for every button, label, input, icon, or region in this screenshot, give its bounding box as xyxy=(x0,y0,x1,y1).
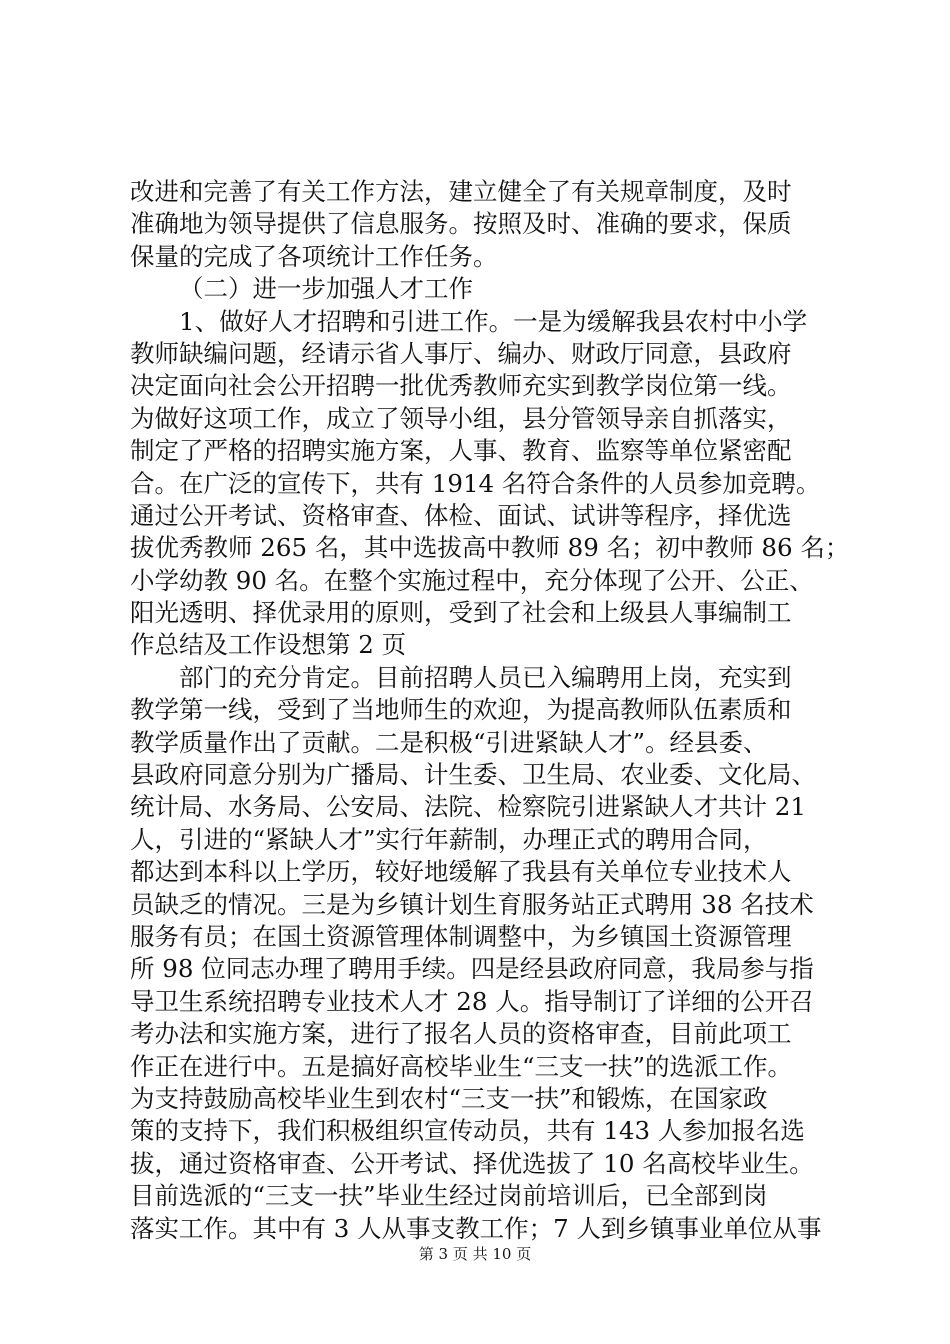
text-line: 部门的充分肯定。目前招聘人员已入编聘用上岗，充实到 xyxy=(179,662,792,692)
text-line: 都达到本科以上学历，较好地缓解了我县有关单位专业技术人 xyxy=(130,857,792,887)
text-line: 目前选派的“三支一扶”毕业生经过岗前培训后，已全部到岗 xyxy=(130,1181,768,1211)
text-line: 教学质量作出了贡献。二是积极“引进紧缺人才”。经县委、 xyxy=(130,727,768,757)
text-line: （二）进一步加强人才工作 xyxy=(179,274,473,304)
text-line: 人，引进的“紧缺人才”实行年薪制，办理正式的聘用合同， xyxy=(130,824,768,854)
text-line: 改进和完善了有关工作方法，建立健全了有关规章制度，及时 xyxy=(130,177,792,206)
text-line: 导卫生系统招聘专业技术人才 28 人。指导制订了详细的公开召 xyxy=(130,986,814,1016)
text-line: 落实工作。其中有 3 人从事支教工作；7 人到乡镇事业单位从事 xyxy=(130,1213,822,1243)
text-line: 阳光透明、择优录用的原则，受到了社会和上级县人事编制工 xyxy=(130,598,792,628)
text-line: 小学幼教 90 名。在整个实施过程中，充分体现了公开、公正、 xyxy=(130,565,814,595)
text-line: 合。在广泛的宣传下，共有 1914 名符合条件的人员参加竞聘。 xyxy=(130,468,821,498)
text-line: 通过公开考试、资格审查、体检、面试、试讲等程序，择优选 xyxy=(130,500,792,530)
text-line: 所 98 位同志办理了聘用手续。四是经县政府同意，我局参与指 xyxy=(130,954,814,984)
text-line: 准确地为领导提供了信息服务。按照及时、准确的要求，保质 xyxy=(130,209,792,239)
text-line: 统计局、水务局、公安局、法院、检察院引进紧缺人才共计 21 xyxy=(130,792,806,822)
page-footer: 第 3 页 共 10 页 xyxy=(418,1245,532,1263)
text-line: 决定面向社会公开招聘一批优秀教师充实到教学岗位第一线。 xyxy=(130,371,792,401)
text-line: 教师缺编问题，经请示省人事厅、编办、财政厅同意，县政府 xyxy=(130,338,792,368)
text-line: 制定了严格的招聘实施方案，人事、教育、监察等单位紧密配 xyxy=(130,436,792,466)
text-line: 教学第一线，受到了当地师生的欢迎，为提高教师队伍素质和 xyxy=(130,695,792,725)
text-line: 1、做好人才招聘和引进工作。一是为缓解我县农村中小学 xyxy=(179,306,808,336)
text-line: 服务有员；在国土资源管理体制调整中，为乡镇国土资源管理 xyxy=(130,921,792,951)
text-line: 为支持鼓励高校毕业生到农村“三支一扶”和锻炼，在国家政 xyxy=(130,1083,768,1113)
text-line: 保量的完成了各项统计工作任务。 xyxy=(130,241,498,271)
text-line: 为做好这项工作，成立了领导小组，县分管领导亲自抓落实， xyxy=(130,403,792,433)
text-line: 策的支持下，我们积极组织宣传动员，共有 143 人参加报名选 xyxy=(130,1116,805,1146)
body-text xyxy=(130,176,850,1245)
text-line: 拔，通过资格审查、公开考试、择优选拔了 10 名高校毕业生。 xyxy=(130,1148,814,1178)
text-line: 作正在进行中。五是搞好高校毕业生“三支一扶”的选派工作。 xyxy=(130,1051,793,1081)
text-line: 作总结及工作设想第 2 页 xyxy=(130,630,407,660)
text-line: 拔优秀教师 265 名，其中选拔高中教师 89 名；初中教师 86 名； xyxy=(130,533,850,563)
text-line: 员缺乏的情况。三是为乡镇计划生育服务站正式聘用 38 名技术 xyxy=(130,889,814,919)
text-line: 县政府同意分别为广播局、计生委、卫生局、农业委、文化局、 xyxy=(130,760,816,790)
text-line: 考办法和实施方案，进行了报名人员的资格审查，目前此项工 xyxy=(130,1019,792,1049)
